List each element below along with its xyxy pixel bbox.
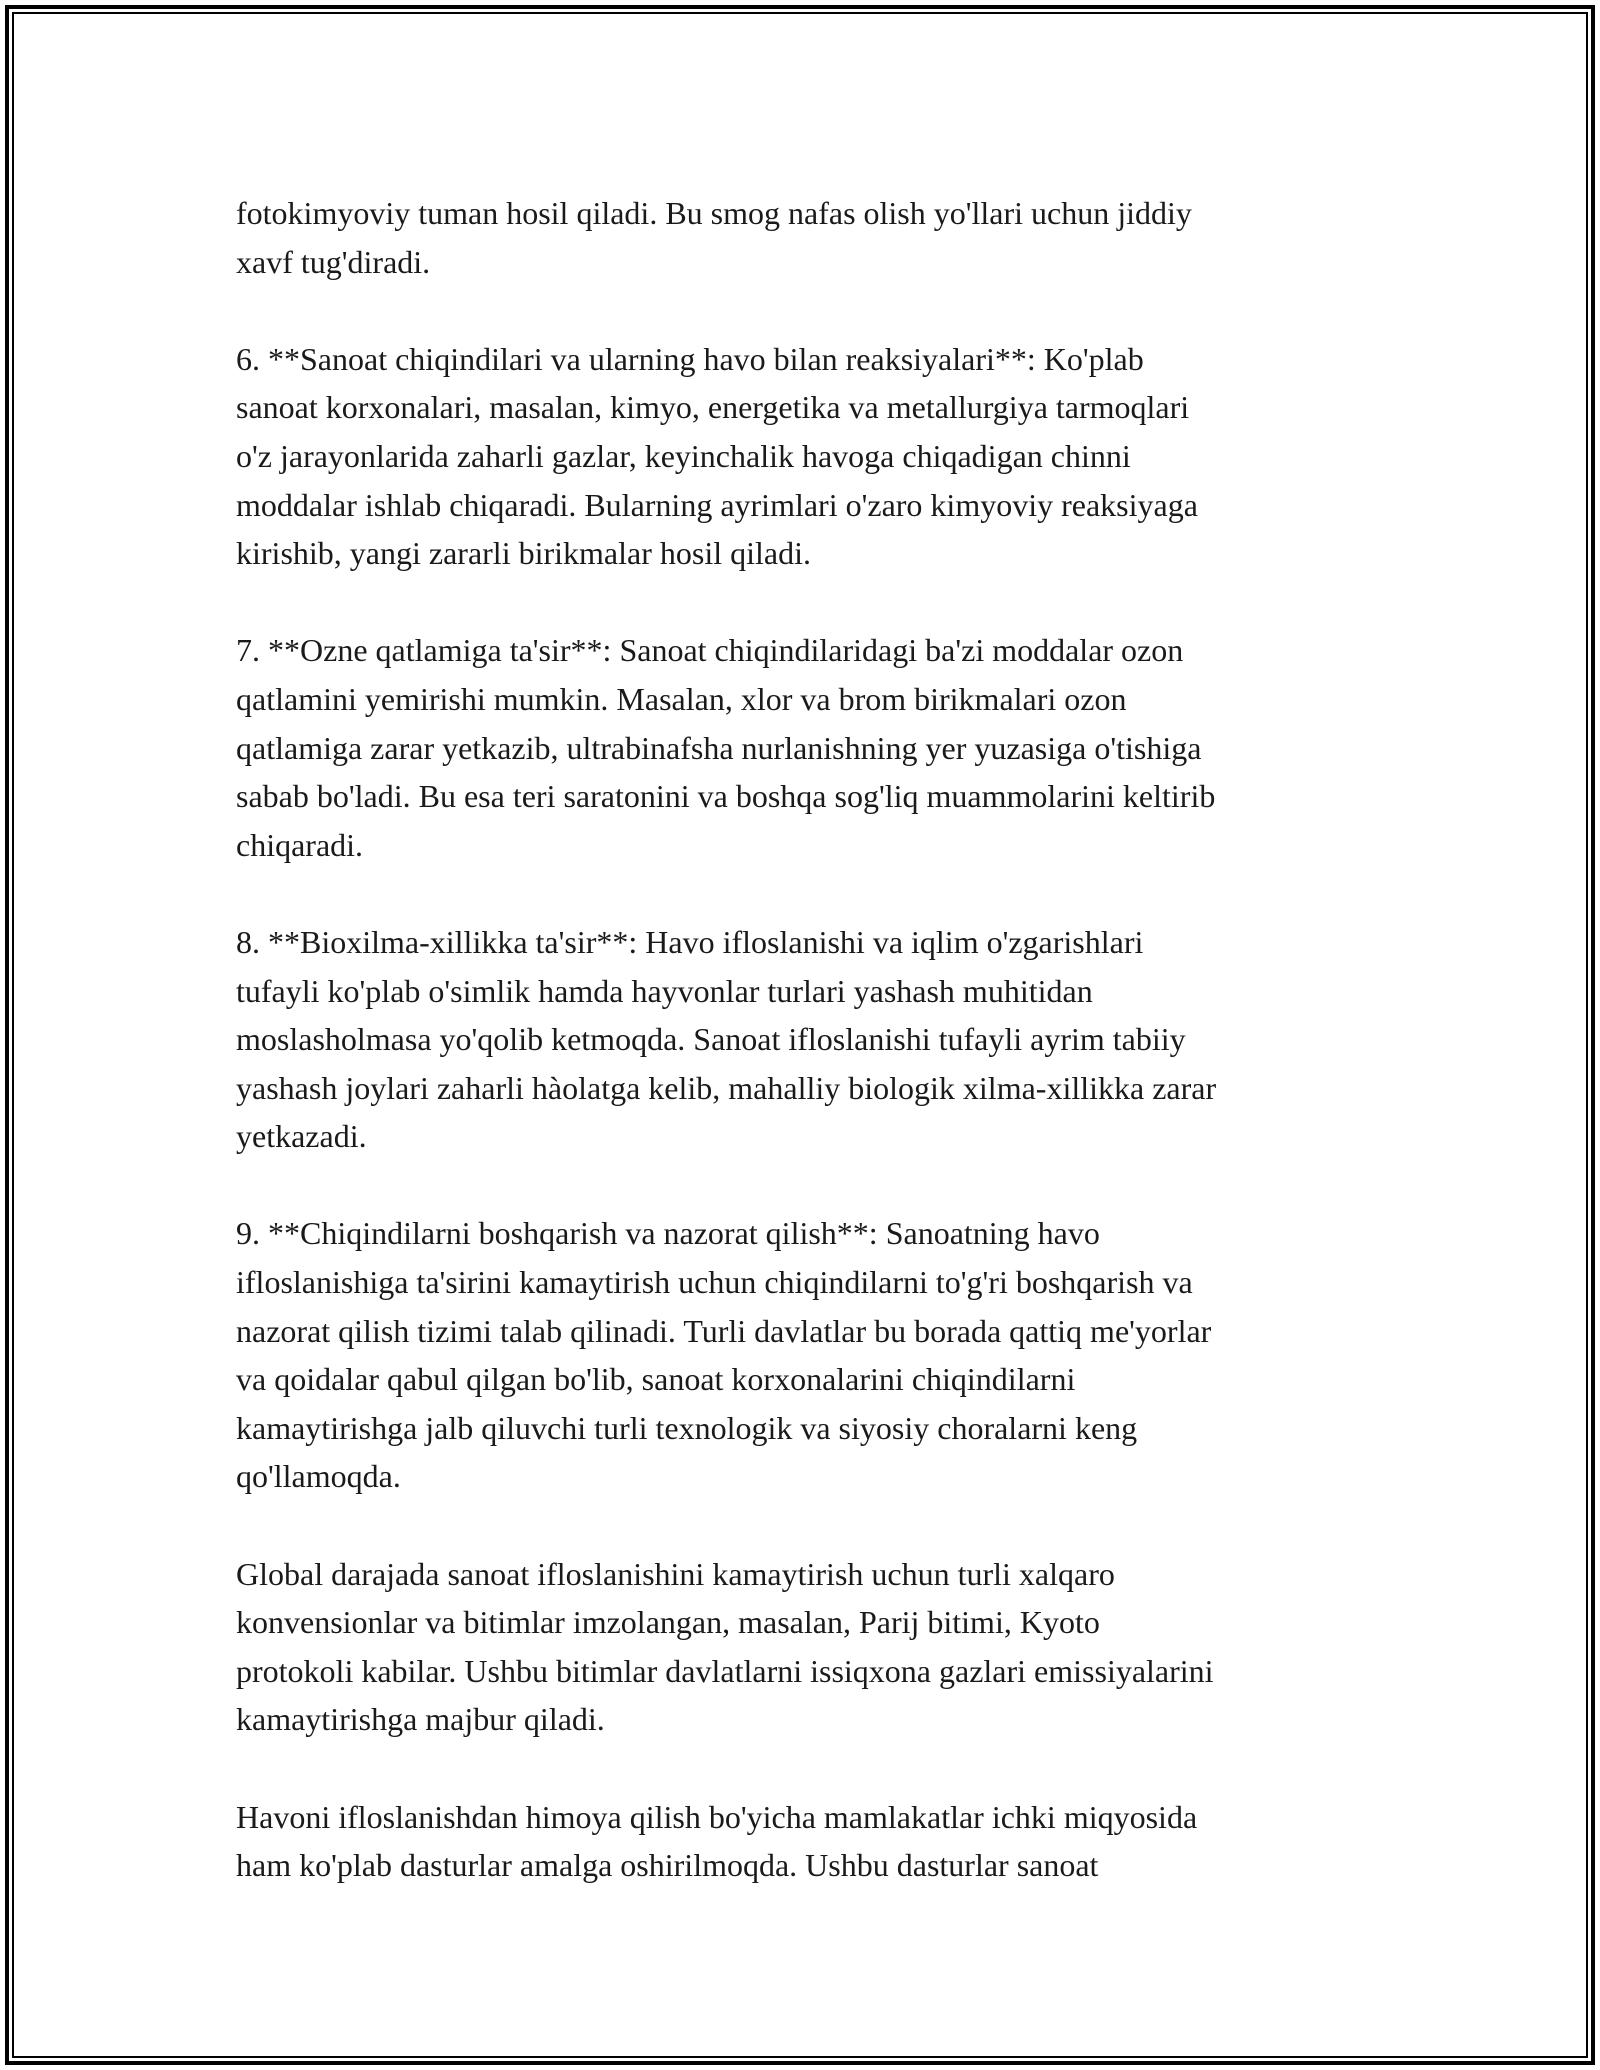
paragraph-national-programs: Havoni ifloslanishdan himoya qilish bo'yicha mamlakatlar ichki miqyosida ham ko'plab dasturlar amalga oshirilmoqda. Ushbu dasturlar sanoat <box>236 1798 1198 1884</box>
paragraph-smog-continuation: fotokimyoviy tuman hosil qiladi. Bu smog nafas olish yo'llari uchun jiddiy xavf tug'diradi. <box>236 195 1192 280</box>
paragraph-item-7: 7. **Ozne qatlamiga ta'sir**: Sanoat chiqindilaridagi ba'zi moddalar ozon qatlamini yemirishi mumkin. Masalan, xlor va brom birikmalari ozon qatlamiga zarar yetkazib, ultrabinafsha nurlanishning yer yuzasiga o'tishiga sabab bo'ladi. Bu esa teri saratonini va boshqa sog'liq muammolarini keltirib chiqaradi. <box>236 632 1216 863</box>
paragraph-item-9: 9. **Chiqindilarni boshqarish va nazorat qilish**: Sanoatning havo ifloslanishiga ta'sirini kamaytirish uchun chiqindilarni to'g'ri boshqarish va nazorat qilish tizimi talab qilinadi. Turli davlatlar bu borada qattiq me'yorlar va qoidalar qabul qilgan bo'lib, sanoat korxonalarini chiqindilarni kamaytirishga jalb qiluvchi turli texnologik va siyosiy choralarni keng qo'llamoqda. <box>236 1215 1212 1495</box>
paragraph-item-8: 8. **Bioxilma-xillikka ta'sir**: Havo ifloslanishi va iqlim o'zgarishlari tufayli ko'plab o'simlik hamda hayvonlar turlari yashash muhitidan moslasholmasa yo'qolib ketmoqda. Sanoat ifloslanishi tufayli ayrim tabiiy yashash joylari zaharli hàolatga kelib, mahalliy biologik xilma-xillikka zarar yetkazadi. <box>236 923 1217 1155</box>
paragraph-global-agreements: Global darajada sanoat ifloslanishini kamaytirish uchun turli xalqaro konvensionlar va bitimlar imzolangan, masalan, Parij bitimi, Kyoto protokoli kabilar. Ushbu bitimlar davlatlarni issiqxona gazlari emissiyalarini kamaytirishga majbur qiladi. <box>236 1555 1214 1738</box>
document-body <box>236 189 1396 1890</box>
paragraph-item-6: 6. **Sanoat chiqindilari va ularning havo bilan reaksiyalari**: Ko'plab sanoat korxonalari, masalan, kimyo, energetika va metallurgiya tarmoqlari o'z jarayonlarida zaharli gazlar, keyinchalik havoga chiqadigan chinni moddalar ishlab chiqaradi. Bularning ayrimlari o'zaro kimyoviy reaksiyaga kirishib, yangi zararli birikmalar hosil qiladi. <box>236 340 1198 572</box>
